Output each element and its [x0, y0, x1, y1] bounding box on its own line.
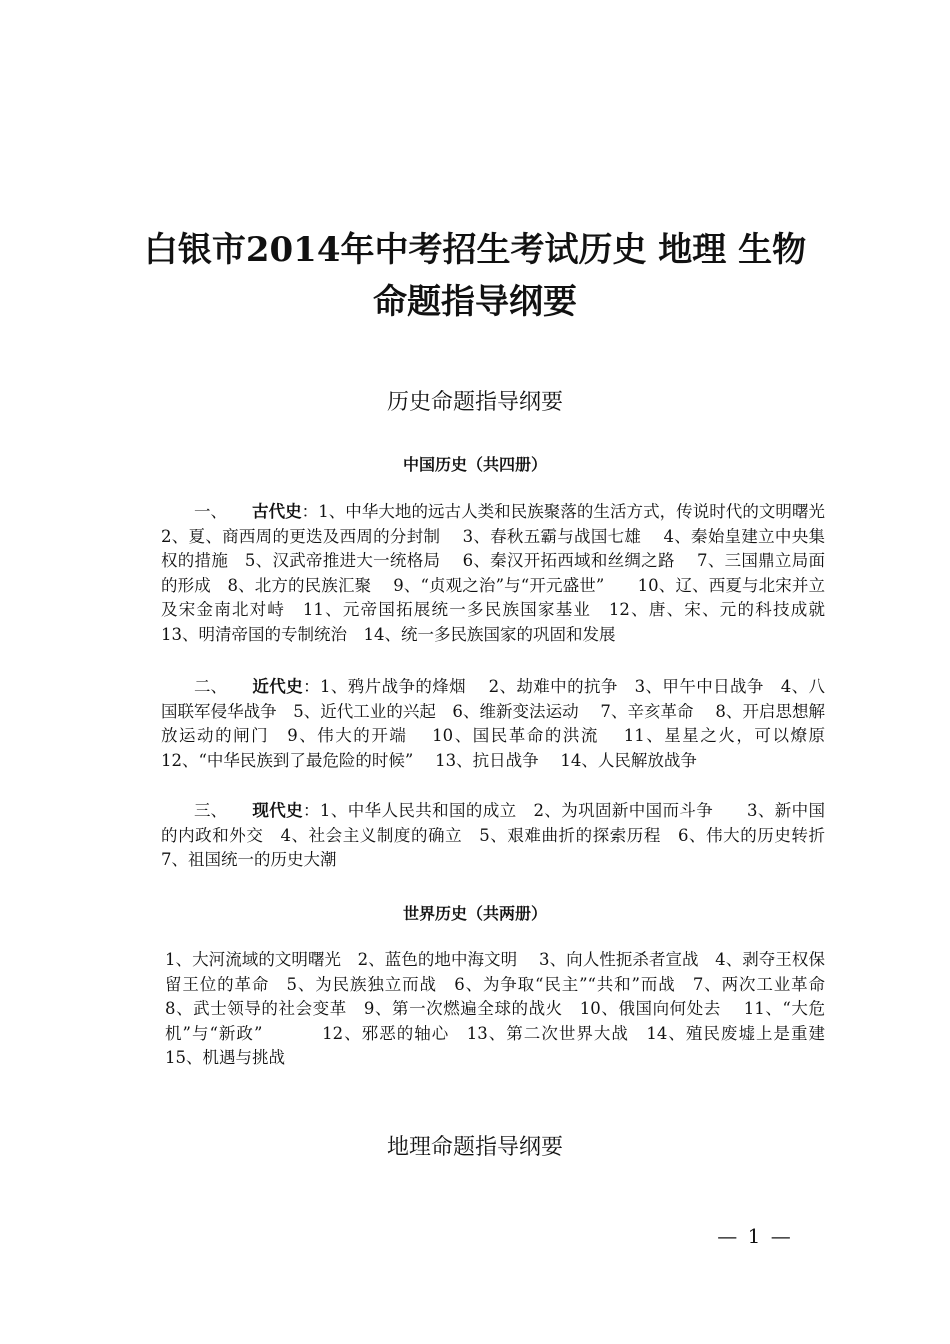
china-history-heading: 中国历史（共四册）	[402, 455, 547, 474]
geography-section-heading: 地理命题指导纲要	[386, 1135, 563, 1160]
contemporary-text: ：1、中华人民共和国的成立 2、为巩固新中国而斗争 3、新中国的内政和外交 4、社会主义制度的确立 5、艰难曲折的探索历程 6、伟大的历史转折 7、祖国统一的历史大潮	[161, 801, 847, 870]
modern-text: ：1、鸦片战争的烽烟 2、劫难中的抗争 3、甲午中日战争 4、八国联军侵华战争 5、近代工业的兴起 6、维新变法运动 7、辛亥革命 8、开启思想解放运动的闸门 9、伟大的开端 10、国民革命的洪流 11、星星之火，可以燎原 12、“中华民族到了最危险的时候” 13、抗日战争 14、人民解放战争	[161, 677, 842, 770]
ancient-history-paragraph	[161, 500, 842, 648]
document-title-line-1: 白银市2014年中考招生考试历史 地理 生物	[143, 230, 807, 270]
contemporary-label: 现代史	[252, 801, 304, 820]
modern-history-paragraph	[161, 675, 842, 773]
ancient-label: 古代史	[252, 502, 302, 521]
page-number: — 1 —	[717, 1224, 793, 1248]
history-section-heading: 历史命题指导纲要	[386, 390, 563, 415]
ancient-number: 一、	[194, 502, 227, 521]
ancient-text: ：1、中华大地的远古人类和民族聚落的生活方式，传说时代的文明曙光 2、夏、商西周的更迭及西周的分封制 3、春秋五霸与战国七雄 4、秦始皇建立中央集权的措施 5、汉武帝推进大一统格局 6、秦汉开拓西域和丝绸之路 7、三国鼎立局面的形成 8、北方的民族汇聚 9、“贞观之治”与“开元盛世” 10、辽、西夏与北宋并立及宋金南北对峙 11、元帝国拓展统一多民族国家基业 12、唐、宋、元的科技成就 13、明清帝国的专制统治 14、统一多民族国家的巩固和发展	[161, 502, 842, 644]
contemporary-number: 三、	[194, 801, 227, 820]
contemporary-history-paragraph	[161, 799, 847, 873]
document-title-line-2: 命题指导纲要	[373, 282, 577, 322]
world-history-heading: 世界历史（共两册）	[402, 904, 547, 923]
world-history-paragraph: 1、大河流域的文明曙光 2、蓝色的地中海文明 3、向人性扼杀者宣战 4、剥夺王权保留王位的革命 5、为民族独立而战 6、为争取“民主”“共和”而战 7、两次工业革命 8、武士领导的社会变革 9、第一次燃遍全球的战火 10、俄国向何处去 11、“大危机”与“新政” 12、邪恶的轴心 13、第二次世界大战 14、殖民废墟上是重建 15、机遇与挑战	[165, 950, 847, 1068]
modern-label: 近代史	[252, 677, 304, 696]
modern-number: 二、	[194, 677, 227, 696]
